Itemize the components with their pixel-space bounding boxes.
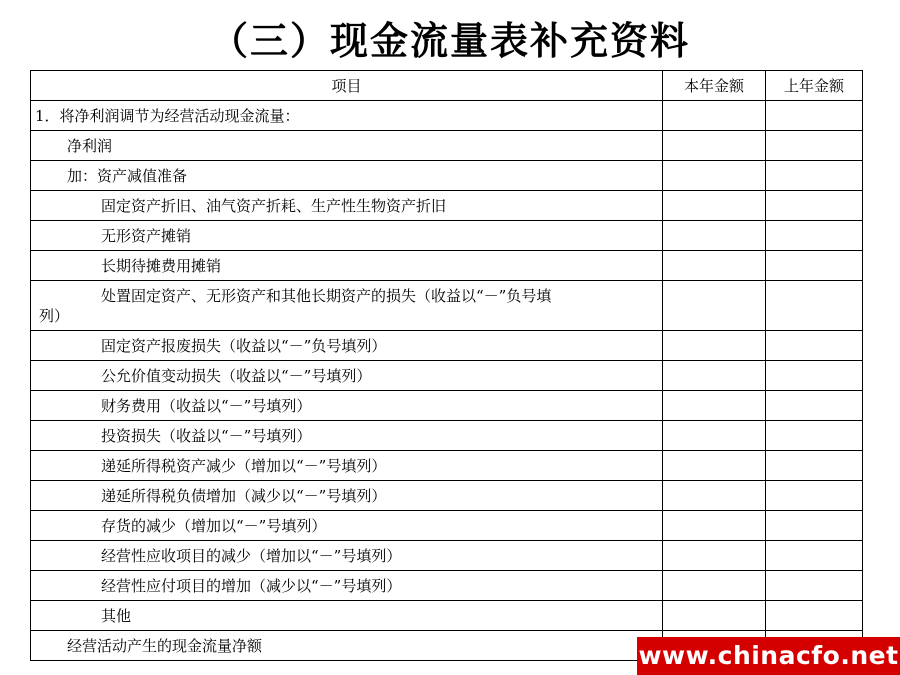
current-year-cell[interactable]	[663, 251, 766, 281]
table-row	[31, 251, 863, 281]
prior-year-cell[interactable]	[766, 191, 863, 221]
table-row	[31, 221, 863, 251]
current-year-cell[interactable]	[663, 281, 766, 331]
row-label: 递延所得税资产减少（增加以“－”号填列）	[31, 451, 663, 481]
current-year-cell[interactable]	[663, 601, 766, 631]
current-year-cell[interactable]	[663, 451, 766, 481]
row-label: 经营活动产生的现金流量净额	[31, 631, 663, 661]
table-row	[31, 331, 863, 361]
table-row	[31, 451, 863, 481]
row-label: 递延所得税负债增加（减少以“－”号填列）	[31, 481, 663, 511]
table-row	[31, 191, 863, 221]
row-label: 净利润	[31, 131, 663, 161]
prior-year-cell[interactable]	[766, 601, 863, 631]
prior-year-cell[interactable]	[766, 481, 863, 511]
row-label: 公允价值变动损失（收益以“－”号填列）	[31, 361, 663, 391]
current-year-cell[interactable]	[663, 221, 766, 251]
table-row	[31, 601, 863, 631]
table-row	[31, 541, 863, 571]
row-label: 财务费用（收益以“－”号填列）	[31, 391, 663, 421]
table-row	[31, 281, 863, 331]
prior-year-cell[interactable]	[766, 251, 863, 281]
current-year-cell[interactable]	[663, 571, 766, 601]
prior-year-cell[interactable]	[766, 161, 863, 191]
prior-year-cell[interactable]	[766, 131, 863, 161]
table-row	[31, 101, 863, 131]
row-label: 经营性应付项目的增加（减少以“－”号填列）	[31, 571, 663, 601]
current-year-cell[interactable]	[663, 361, 766, 391]
row-label: 存货的减少（增加以“－”号填列）	[31, 511, 663, 541]
current-year-cell[interactable]	[663, 131, 766, 161]
table-header-row	[31, 71, 863, 101]
current-year-cell[interactable]	[663, 101, 766, 131]
prior-year-cell[interactable]	[766, 451, 863, 481]
prior-year-cell[interactable]	[766, 421, 863, 451]
table-row	[31, 421, 863, 451]
row-label-line-2: 列）	[39, 306, 70, 325]
row-label	[31, 281, 663, 331]
current-year-cell[interactable]	[663, 331, 766, 361]
prior-year-cell[interactable]	[766, 391, 863, 421]
table-row	[31, 391, 863, 421]
current-year-cell[interactable]	[663, 541, 766, 571]
current-year-cell[interactable]	[663, 511, 766, 541]
prior-year-cell[interactable]	[766, 101, 863, 131]
row-label-line-1: 处置固定资产、无形资产和其他长期资产的损失（收益以“－”负号填	[101, 286, 552, 305]
current-year-cell[interactable]	[663, 191, 766, 221]
prior-year-cell[interactable]	[766, 281, 863, 331]
row-label: 固定资产报废损失（收益以“－”负号填列）	[31, 331, 663, 361]
header-prior-year: 上年金额	[766, 71, 863, 101]
row-label: 1．将净利润调节为经营活动现金流量：	[31, 101, 663, 131]
table-row	[31, 361, 863, 391]
site-watermark: www.chinacfo.net	[637, 637, 900, 675]
row-label: 投资损失（收益以“－”号填列）	[31, 421, 663, 451]
prior-year-cell[interactable]	[766, 541, 863, 571]
prior-year-cell[interactable]	[766, 221, 863, 251]
current-year-cell[interactable]	[663, 481, 766, 511]
table-row	[31, 481, 863, 511]
row-label: 经营性应收项目的减少（增加以“－”号填列）	[31, 541, 663, 571]
header-current-year: 本年金额	[663, 71, 766, 101]
prior-year-cell[interactable]	[766, 331, 863, 361]
table-row	[31, 511, 863, 541]
row-label: 其他	[31, 601, 663, 631]
prior-year-cell[interactable]	[766, 361, 863, 391]
row-label: 固定资产折旧、油气资产折耗、生产性生物资产折旧	[31, 191, 663, 221]
current-year-cell[interactable]	[663, 391, 766, 421]
page-title: （三）现金流量表补充资料	[209, 19, 690, 63]
prior-year-cell[interactable]	[766, 571, 863, 601]
current-year-cell[interactable]	[663, 161, 766, 191]
table-row	[31, 161, 863, 191]
row-label: 无形资产摊销	[31, 221, 663, 251]
prior-year-cell[interactable]	[766, 511, 863, 541]
row-label: 长期待摊费用摊销	[31, 251, 663, 281]
table-row	[31, 131, 863, 161]
cash-flow-supplement-table	[30, 70, 863, 661]
row-label: 加：资产减值准备	[31, 161, 663, 191]
header-item: 项目	[31, 71, 663, 101]
current-year-cell[interactable]	[663, 421, 766, 451]
table-row	[31, 571, 863, 601]
